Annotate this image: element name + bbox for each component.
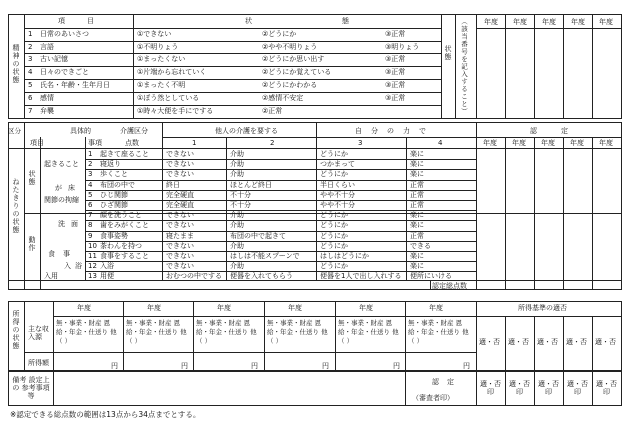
mental-row-no: 6 <box>28 94 33 102</box>
income-year: 年度 <box>288 304 302 312</box>
bed-row-choice-4: 正常 <box>410 231 424 240</box>
bed-year-1: 年度 <box>483 139 497 147</box>
bed-row-choice-3: どうにか <box>320 262 348 271</box>
mental-row-item: 氏名・年齢・生年月日 <box>40 81 110 89</box>
bed-row-choice-2: 介助 <box>230 221 244 230</box>
bed-year-4: 年度 <box>570 139 584 147</box>
bed-row-item: 布団の中で <box>100 180 135 189</box>
bedridden-num-4: 4 <box>438 139 443 147</box>
bedridden-col-care: 介護区分 <box>120 127 148 135</box>
bed-row-choice-1: できない <box>166 170 194 179</box>
bed-year-5: 年度 <box>599 139 613 147</box>
bed-row-choice-4: 楽に <box>410 252 424 260</box>
income-options: 無・事業・財産 恩給・年金・仕送り 他（ ） <box>408 319 469 345</box>
income-fit-cell: 適・否 <box>479 338 500 346</box>
bed-sub-eat: 食事 <box>48 250 78 258</box>
income-yen: 円 <box>463 362 470 370</box>
mental-row-option-3: ③正常 <box>385 68 406 76</box>
bedridden-num-3: 3 <box>358 139 363 147</box>
mental-row-option-2: ②正常 <box>262 107 283 115</box>
bed-row-choice-2: 介助 <box>230 170 244 179</box>
bed-sub-joint: 関節の拘縮 <box>44 196 79 204</box>
remarks-cert: 認定 <box>432 378 462 386</box>
bed-row-choice-4: 楽に <box>410 211 424 220</box>
bed-row-choice-1: おむつの中でする <box>166 272 222 281</box>
bed-row-no: 4 <box>88 180 93 189</box>
mental-row-no: 7 <box>28 107 33 115</box>
bed-row-item: 用便 <box>100 272 114 281</box>
mental-row-option-1: ①不明りょう <box>137 43 179 51</box>
bed-row-choice-3: 便器を1人で出し入れする <box>320 272 402 281</box>
bed-row-no: 13 <box>88 272 97 281</box>
remarks-stamp-cell: 適・否 印 <box>509 380 530 396</box>
mental-row-item: 弁襲 <box>40 107 54 115</box>
bed-row-choice-1: 完全硬直 <box>166 201 194 209</box>
bed-row-item: 寝返り <box>100 160 121 169</box>
mental-row-item: 日々のできごと <box>40 68 89 76</box>
income-options: 無・事業・財産 恩給・年金・仕送り 他（ ） <box>338 319 399 345</box>
mental-row-option-3: ③正常 <box>385 30 406 38</box>
bed-row-choice-2: 便器を入れてもらう <box>230 272 293 281</box>
bed-row-item: ひざ関節 <box>100 201 128 209</box>
bed-row-choice-2: 介助 <box>230 150 244 158</box>
income-year: 年度 <box>429 304 443 312</box>
mental-year-4: 年度 <box>571 18 585 26</box>
bed-row-no: 3 <box>88 170 93 179</box>
bed-row-item: 起きて座ること <box>100 150 149 158</box>
mental-row-option-3: ③明りょう <box>385 43 420 51</box>
income-year: 年度 <box>359 304 373 312</box>
bedridden-col-specific: 具体的 <box>70 127 91 135</box>
bed-row-item: 歯をみがくこと <box>100 221 149 230</box>
bed-row-choice-4: 正常 <box>410 190 424 199</box>
bed-row-choice-2: 不十分 <box>230 190 251 199</box>
bed-row-no: 1 <box>88 150 93 158</box>
income-standard-label: 所得基準の適否 <box>518 304 567 312</box>
bed-row-choice-4: 楽に <box>410 170 424 179</box>
mental-row-option-2: ②どうにか <box>262 30 297 38</box>
bed-row-no: 6 <box>88 201 93 209</box>
bed-row-choice-1: できない <box>166 221 194 230</box>
bed-sub-lie: が床 <box>55 184 81 192</box>
bed-year-3: 年度 <box>541 139 555 147</box>
bed-row-choice-1: できない <box>166 241 194 250</box>
bedridden-num-2: 2 <box>270 139 275 147</box>
income-main-label: 主な収入源 <box>28 325 49 341</box>
bed-row-choice-2: 介助 <box>230 160 244 169</box>
mental-row-option-1: ①まったくない <box>137 55 186 63</box>
bed-row-choice-1: 寝たまま <box>166 231 194 240</box>
income-yen: 円 <box>111 362 118 370</box>
bed-row-item: 食事をすること <box>100 252 149 260</box>
bed-row-choice-4: 楽に <box>410 221 424 230</box>
mental-row-no: 2 <box>28 43 33 51</box>
bedridden-num-1: 1 <box>192 139 197 147</box>
bed-row-choice-4: 楽に <box>410 160 424 169</box>
bed-row-choice-2: はしは不能スプーンで <box>230 252 300 260</box>
income-fit-cell: 適・否 <box>595 338 616 346</box>
bed-row-choice-2: 介助 <box>230 211 244 220</box>
income-amount-label: 所得額 <box>28 359 49 367</box>
footnote: ※認定できる総点数の範囲は13点から34点までとする。 <box>10 410 201 419</box>
bed-row-choice-3: どうにか <box>320 170 348 179</box>
mental-row-option-1: ①時々大便を手にでする <box>137 107 214 115</box>
bedridden-col-class: 区分 <box>8 127 21 135</box>
bed-row-item: 食事姿勢 <box>100 231 128 240</box>
bed-row-choice-4: 楽に <box>410 150 424 158</box>
bed-row-choice-2: 不十分 <box>230 201 251 209</box>
mental-row-option-1: ①片端から忘れていく <box>137 68 207 76</box>
bed-row-choice-1: 終日 <box>166 180 180 189</box>
bed-row-choice-1: できない <box>166 262 194 271</box>
mental-side-state: 状態 <box>444 45 452 61</box>
bed-row-no: 9 <box>88 231 93 240</box>
bed-sub-wake: 起きること <box>44 160 79 168</box>
income-year: 年度 <box>217 304 231 312</box>
mental-row-option-3: ③正常 <box>385 94 406 102</box>
bed-row-choice-2: ほとんど終日 <box>230 180 272 189</box>
bedridden-col-cert: 認定 <box>530 127 592 135</box>
income-options: 無・事業・財産 恩給・年金・仕送り 他（ ） <box>196 319 257 345</box>
bed-year-2: 年度 <box>512 139 526 147</box>
mental-year-1: 年度 <box>484 18 498 26</box>
bed-row-no: 10 <box>88 241 97 250</box>
bed-row-choice-4: できる <box>410 241 431 250</box>
bed-row-choice-4: 正常 <box>410 180 424 189</box>
income-options: 無・事業・財産 恩給・年金・仕送り 他（ ） <box>267 319 328 345</box>
income-fit-cell: 適・否 <box>566 338 587 346</box>
bed-row-choice-3: どうにか <box>320 150 348 158</box>
mental-row-option-1: ①できない <box>137 30 172 38</box>
mental-year-3: 年度 <box>542 18 556 26</box>
bed-row-choice-4: 楽に <box>410 262 424 271</box>
bedridden-col-points: 点数 <box>125 139 139 147</box>
remarks-stamp-cell: 適・否 印 <box>596 380 617 396</box>
mental-row-no: 1 <box>28 30 33 38</box>
mental-year-5: 年度 <box>599 18 613 26</box>
bed-row-no: 8 <box>88 221 93 230</box>
mental-row-option-2: ②やや不明りょう <box>262 43 318 51</box>
income-yen: 円 <box>393 362 400 370</box>
bed-row-item: 茶わんを持つ <box>100 241 142 250</box>
income-options: 無・事業・財産 恩給・年金・仕送り 他（ ） <box>56 319 117 345</box>
mental-row-option-3: ③正常 <box>385 81 406 89</box>
mental-row-option-2: ②どうにか思い出す <box>262 55 325 63</box>
bed-total-label: 認定総点数 <box>432 282 467 290</box>
mental-row-no: 5 <box>28 81 33 89</box>
income-year: 年度 <box>77 304 91 312</box>
bed-row-choice-3: つかまって <box>320 160 355 169</box>
bed-row-choice-1: できない <box>166 211 194 220</box>
bed-row-no: 11 <box>88 252 97 260</box>
bed-row-choice-2: 介助 <box>230 262 244 271</box>
bedridden-col-self: 自分の力で <box>355 127 435 135</box>
mental-row-item: 日常のあいさつ <box>40 30 89 38</box>
bed-row-choice-3: どうにか <box>320 221 348 230</box>
bed-row-item: 入浴 <box>100 262 114 271</box>
mental-row-option-1: ①まったく不明 <box>137 81 186 89</box>
bed-row-no: 5 <box>88 190 93 199</box>
bed-row-choice-3: やや不十分 <box>320 190 355 199</box>
income-yen: 円 <box>251 362 258 370</box>
income-yen: 円 <box>181 362 188 370</box>
mental-row-item: 古い記憶 <box>40 55 68 63</box>
remarks-stamp-cell: 適・否 印 <box>480 380 501 396</box>
bed-group-action: 動作 <box>28 236 36 252</box>
bed-row-choice-2: 布団の中で起きて <box>230 231 286 240</box>
bed-row-choice-1: できない <box>166 160 194 169</box>
bed-row-item: 歩くこと <box>100 170 128 179</box>
remarks-stamp-cell: 適・否 印 <box>538 380 559 396</box>
bed-row-choice-3: はしはどうにか <box>320 252 369 260</box>
bed-row-choice-3: 半日くらい <box>320 180 355 189</box>
income-year: 年度 <box>147 304 161 312</box>
mental-section-label: 精神の状態 <box>12 44 20 84</box>
mental-row-option-3: ③正常 <box>385 55 406 63</box>
bed-row-choice-1: できない <box>166 150 194 158</box>
bedridden-col-matter: 事項 <box>88 139 102 147</box>
bed-row-no: 2 <box>88 160 93 169</box>
bed-row-item: ひじ関節 <box>100 190 128 199</box>
bed-row-choice-1: 完全硬直 <box>166 190 194 199</box>
mental-row-option-2: ②どうにかわかる <box>262 81 318 89</box>
bed-sub-wash: 洗面 <box>58 220 84 228</box>
bed-row-choice-3: やや不十分 <box>320 201 355 209</box>
bed-row-choice-3: どうにか <box>320 241 348 250</box>
mental-side-note: （該当番号を記入すること） <box>460 18 468 116</box>
bed-group-state: 状態 <box>28 170 36 186</box>
mental-row-no: 3 <box>28 55 33 63</box>
remarks-label: 備考 設定上の 参考事項等 <box>12 376 50 400</box>
bed-sub-toilet: 入用 <box>44 272 58 280</box>
income-fit-cell: 適・否 <box>508 338 529 346</box>
mental-col-state: 状態 <box>245 17 439 25</box>
bed-sub-bath: 入浴 <box>64 262 86 270</box>
mental-row-option-2: ②感情不安定 <box>262 94 304 102</box>
mental-col-item: 項目 <box>58 17 116 25</box>
remarks-stamp-cell: 適・否 印 <box>567 380 588 396</box>
bed-row-choice-3: どうにか <box>320 211 348 220</box>
bedridden-col-needs-care: 他人の介護を要する <box>215 127 278 135</box>
remarks-cert-person: （審査者印） <box>412 394 454 402</box>
mental-row-item: 感情 <box>40 94 54 102</box>
bed-row-choice-4: 便所にいける <box>410 272 452 281</box>
bed-row-choice-4: 正常 <box>410 201 424 209</box>
income-options: 無・事業・財産 恩給・年金・仕送り 他（ ） <box>126 319 187 345</box>
bed-row-no: 7 <box>88 211 93 220</box>
bedridden-col-item: 項目 <box>30 139 44 147</box>
mental-row-item: 言語 <box>40 43 54 51</box>
bed-row-item: 顔を洗うこと <box>100 211 142 220</box>
income-section-label: 所得の状態 <box>12 310 20 350</box>
mental-row-option-2: ②どうにか覚えている <box>262 68 332 76</box>
bed-row-no: 12 <box>88 262 97 271</box>
mental-year-2: 年度 <box>513 18 527 26</box>
bedridden-section-label: ねたきりの状態 <box>12 178 20 234</box>
mental-row-option-1: ①ぼう然としている <box>137 94 200 102</box>
income-yen: 円 <box>322 362 329 370</box>
bed-row-choice-3: どうにか <box>320 231 348 240</box>
mental-row-no: 4 <box>28 68 33 76</box>
income-fit-cell: 適・否 <box>537 338 558 346</box>
bed-row-choice-2: 介助 <box>230 241 244 250</box>
bed-row-choice-1: できない <box>166 252 194 260</box>
